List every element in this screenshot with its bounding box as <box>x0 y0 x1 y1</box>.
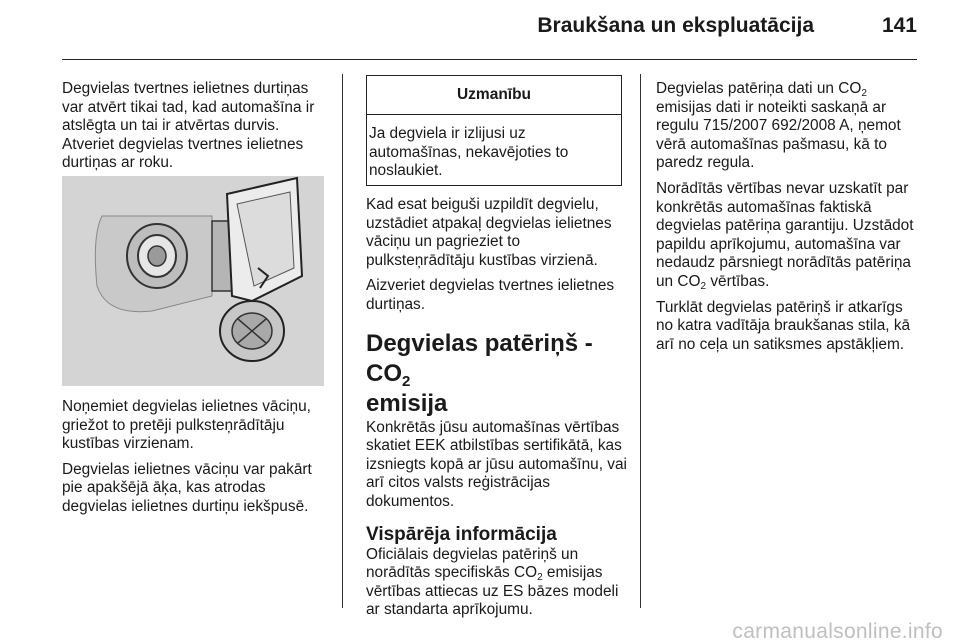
paragraph-certificate: Konkrētās jūsu automašīnas vērtības skatiet EEK atbilstības sertifikātā, kas izsniegts kopā ar jūsu automašīnu, vai arī citos valsts reģistrācijas dokumentos. <box>366 418 627 510</box>
paragraph-no-guarantee <box>656 180 922 292</box>
warning-title: Uzmanību <box>367 76 621 115</box>
column-1-top <box>62 80 326 180</box>
column-divider-2 <box>640 74 641 608</box>
paragraph-official-consumption <box>366 546 628 620</box>
official-subscript: 2 <box>537 572 543 584</box>
heading-co2-subscript: 2 <box>402 372 411 390</box>
column-1-bottom <box>62 398 326 524</box>
guarantee-text-b: vērtības. <box>706 272 770 290</box>
header-rule <box>62 59 917 60</box>
regulation-text-a: Degvielas patēriņa dati un CO <box>656 80 862 97</box>
fuel-flap-drawing <box>62 176 324 386</box>
subheading-general-info: Vispārēja informācija <box>366 523 557 545</box>
paragraph-open-flap: Degvielas tvertnes ielietnes durtiņas var atvērt tikai tad, kad automašīna ir atslēgta un tai ir atvērtas durvis. Atveriet degvielas tvertnes ielietnes durtiņas ar roku. <box>62 80 315 172</box>
official-text-a: Oficiālais degvielas patēriņš un norādītās specifiskās CO <box>366 545 579 582</box>
official-text-b: emisijas vērtības attiecas uz ES bāzes modeli ar standarta aprīkojumu. <box>366 564 619 619</box>
paragraph-regulation <box>656 80 922 173</box>
section-heading-co2 <box>366 329 628 419</box>
paragraph-driving-style: Turklāt degvielas patēriņš ir atkarīgs no katra vadītāja braukšanas stila, kā arī no ceļa un satiksmes apstākļiem. <box>656 298 911 353</box>
paragraph-remove-cap: Noņemiet degvielas ielietnes vāciņu, griežot to pretēji pulksteņrādītāju kustības virzienam. <box>62 398 311 453</box>
guarantee-subscript: 2 <box>700 280 707 292</box>
warning-text: Ja degviela ir izlijusi uz automašīnas, nekavējoties to noslaukiet. <box>369 125 569 180</box>
paragraph-close-flap: Aizveriet degvielas tvertnes ielietnes durtiņas. <box>366 277 615 313</box>
column-3 <box>656 80 922 361</box>
heading-co2-text: Degvielas patēriņš - CO <box>366 329 593 387</box>
fuel-filler-illustration <box>62 176 324 386</box>
page-number: 141 <box>881 14 917 37</box>
running-header-title: Braukšana un ekspluatācija <box>537 14 814 37</box>
regulation-text-b: emisijas dati ir noteikti saskaņā ar regulu 715/2007 692/2008 A, ņemot vērā automašīnas pašmasu, kā to paredz regula. <box>656 98 901 172</box>
warning-box <box>366 75 622 186</box>
regulation-subscript: 2 <box>861 88 867 99</box>
watermark: carmanualsonline.info <box>732 620 943 643</box>
paragraph-hang-cap: Degvielas ielietnes vāciņu var pakārt pie apakšējā āķa, kas atrodas degvielas ielietnes durtiņu iekšpusē. <box>62 460 312 515</box>
paragraph-refit-cap: Kad esat beiguši uzpildīt degvielu, uzstādiet atpakaļ degvielas ielietnes vāciņu un pagrieziet to pulksteņrādītāju kustības virzienā. <box>366 196 612 269</box>
column-2 <box>366 196 628 627</box>
column-divider-1 <box>342 74 343 608</box>
guarantee-text-a: Norādītās vērtības nevar uzskatīt par konkrētās automašīnas faktiskā degvielas patēriņa garantiju. Uzstādot papildu aprīkojumu, automašīna var nedaudz pārsniegt norādītās patēriņa un CO <box>656 179 914 290</box>
heading-co2-tail: emisija <box>366 389 448 417</box>
